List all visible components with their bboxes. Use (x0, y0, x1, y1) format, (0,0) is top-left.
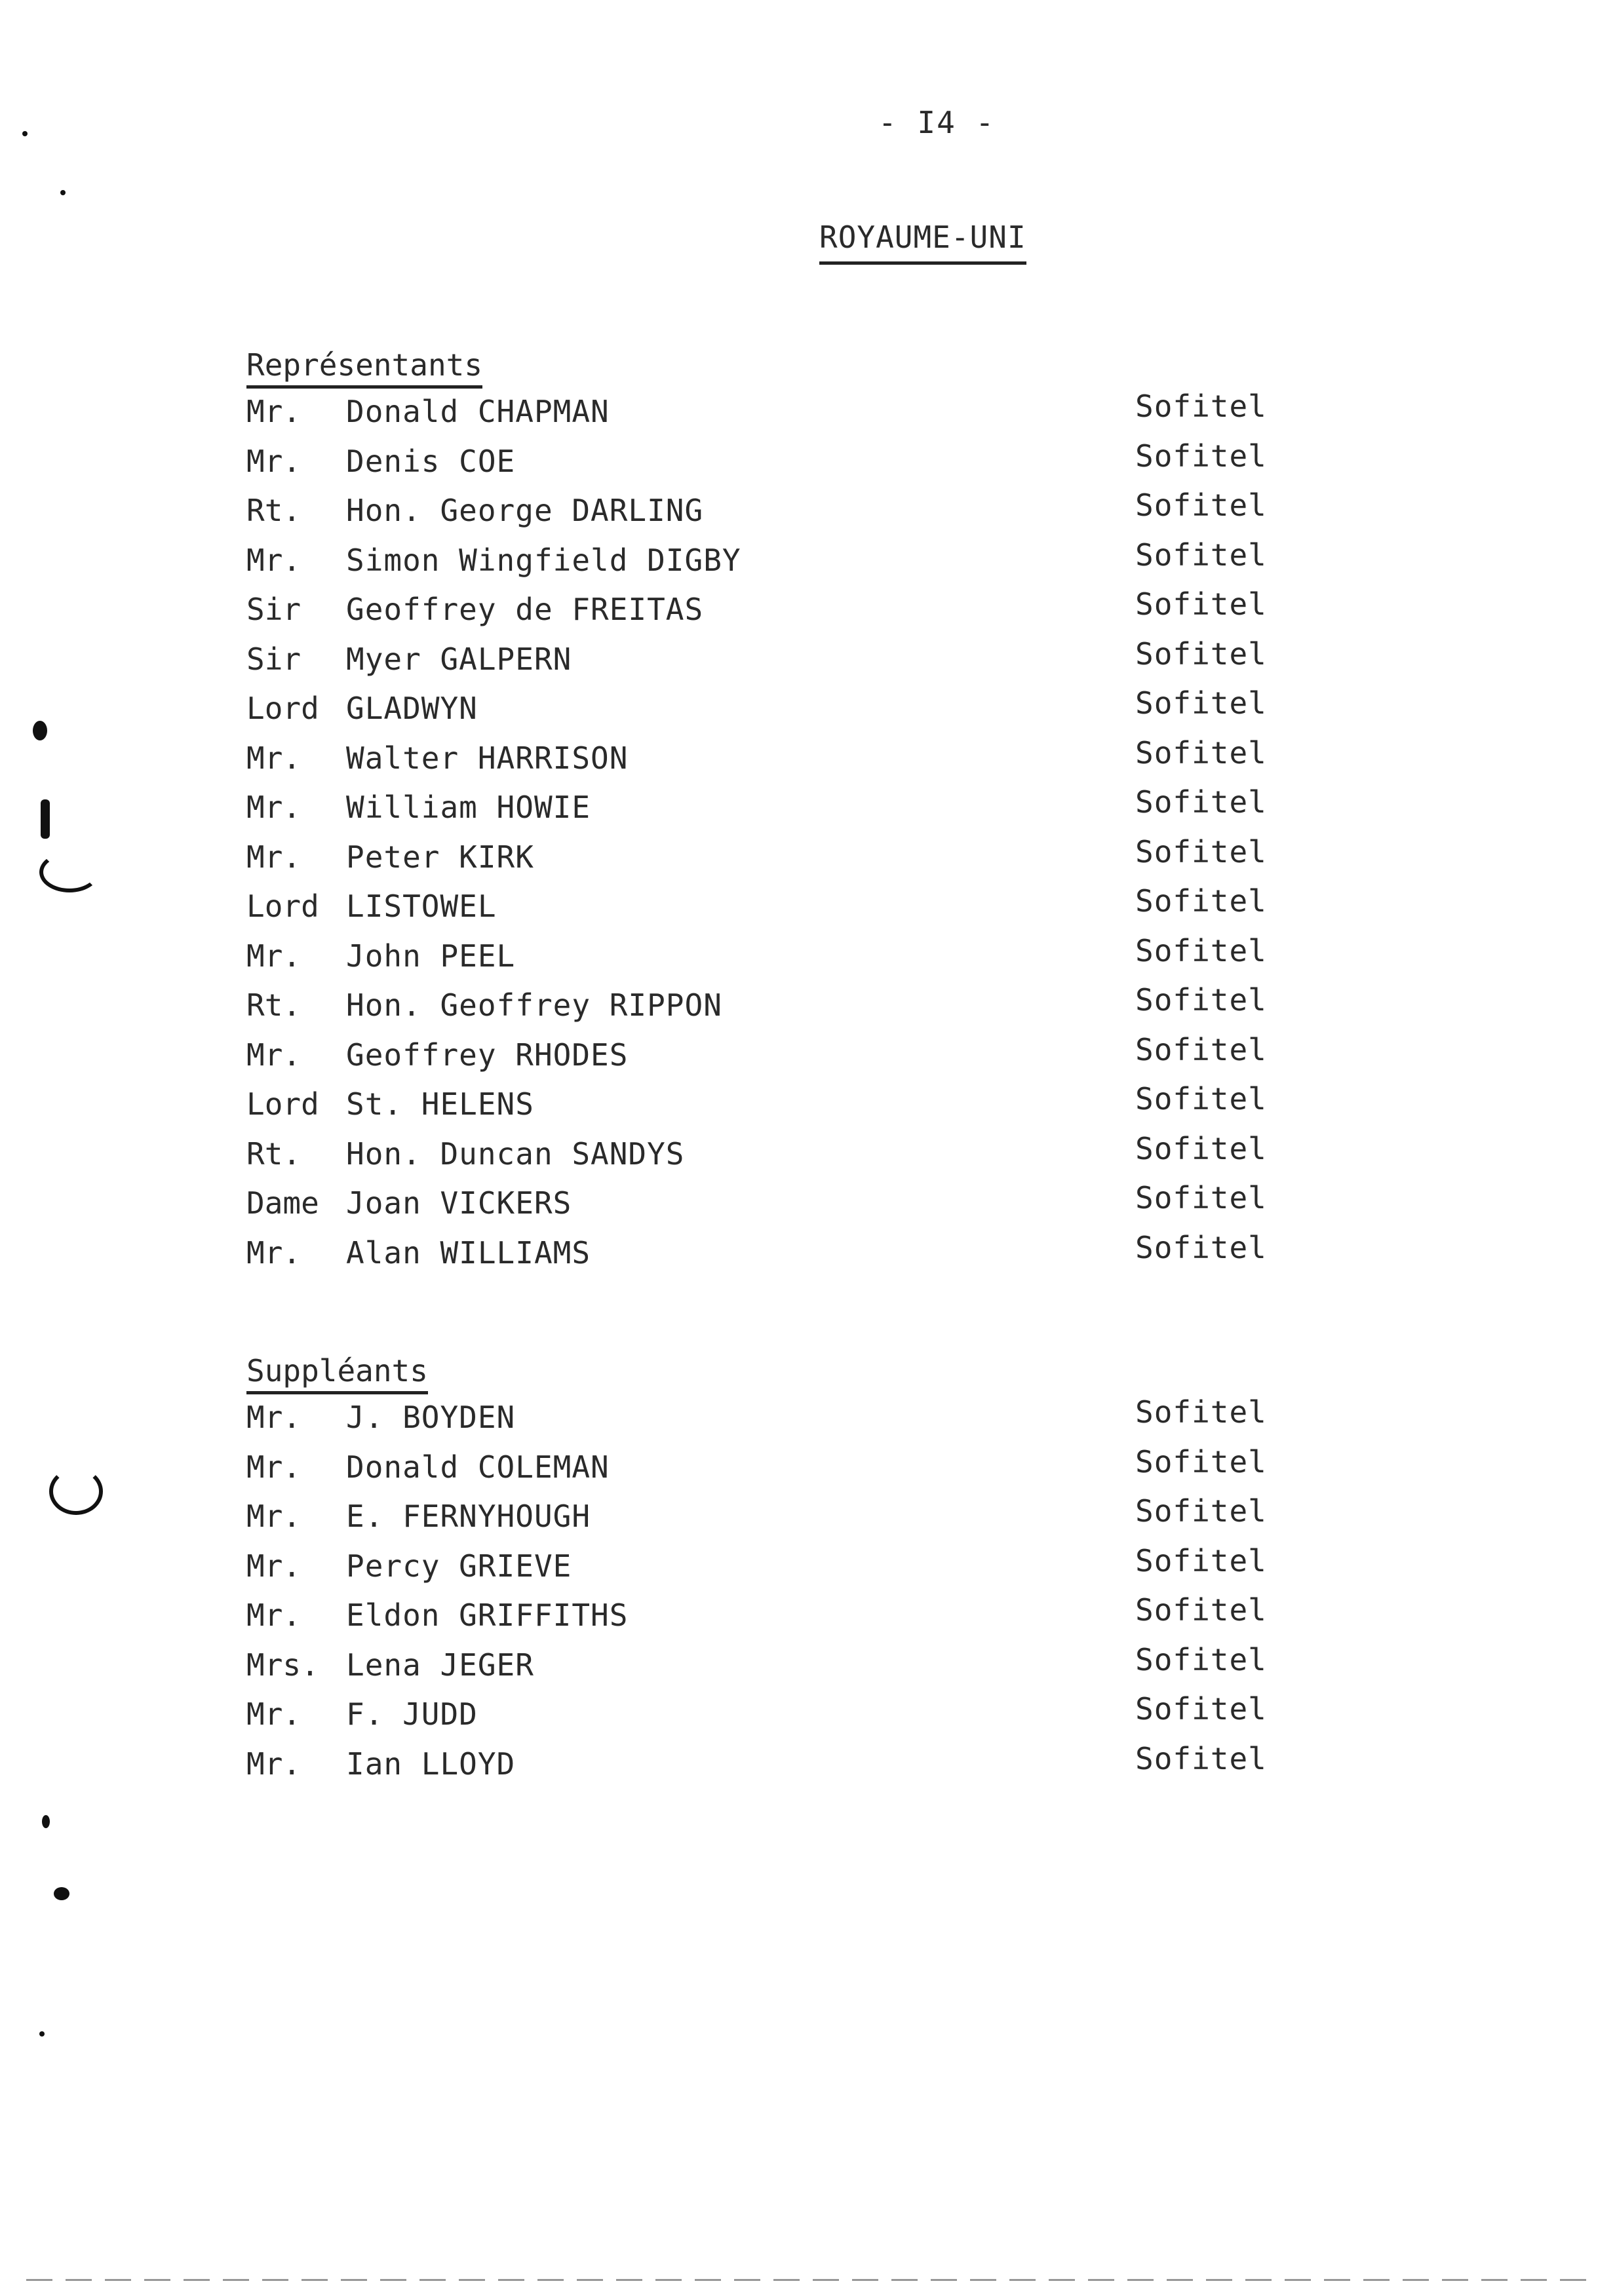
person-title: Mr. (246, 1598, 302, 1633)
hotel-name: Sofitel (1135, 389, 1267, 424)
person-title: Mr. (246, 1449, 302, 1485)
person-title: Rt. (246, 493, 302, 528)
hotel-name: Sofitel (1135, 982, 1267, 1018)
person-title: Mr. (246, 1548, 302, 1584)
person-title: Sir (246, 592, 302, 627)
hotel-name: Sofitel (1135, 636, 1267, 672)
person-title: Rt. (246, 987, 302, 1023)
list-row (246, 1740, 1374, 1796)
representatives-list (246, 389, 1374, 1284)
hotel-name: Sofitel (1135, 586, 1267, 622)
person-title: Mr. (246, 740, 302, 776)
person-title: Dame (246, 1185, 319, 1221)
person-title: Mr. (246, 1746, 302, 1782)
list-row (246, 685, 1374, 740)
list-row (246, 1130, 1374, 1186)
ink-mark (54, 1887, 69, 1900)
list-row (246, 488, 1374, 543)
person-title: Mr. (246, 394, 302, 429)
person-name: Denis COE (346, 443, 516, 479)
ink-mark (60, 190, 66, 195)
substitutes-section (246, 1353, 1374, 1795)
hotel-name: Sofitel (1135, 1740, 1267, 1776)
substitutes-heading: Suppléants (246, 1353, 428, 1394)
list-row (246, 1444, 1374, 1499)
list-row (246, 586, 1374, 641)
person-title: Sir (246, 641, 302, 677)
person-name: Joan VICKERS (346, 1185, 572, 1221)
hotel-name: Sofitel (1135, 1592, 1267, 1628)
list-row (246, 932, 1374, 988)
list-row (246, 1180, 1374, 1235)
hotel-name: Sofitel (1135, 735, 1267, 771)
person-name: St. HELENS (346, 1086, 534, 1122)
ink-mark (39, 2031, 45, 2037)
hotel-name: Sofitel (1135, 1641, 1267, 1677)
ink-mark (39, 852, 100, 892)
person-title: Lord (246, 691, 319, 726)
hotel-name: Sofitel (1135, 932, 1267, 968)
country-heading: ROYAUME-UNI (819, 220, 1026, 265)
person-title: Mr. (246, 938, 302, 974)
scan-edge-line (26, 2279, 1599, 2281)
hotel-name: Sofitel (1135, 685, 1267, 721)
person-name: J. BOYDEN (346, 1400, 516, 1435)
page-number: - I4 - (878, 105, 996, 140)
person-title: Mr. (246, 839, 302, 875)
person-name: Donald COLEMAN (346, 1449, 610, 1485)
hotel-name: Sofitel (1135, 883, 1267, 919)
list-row (246, 1641, 1374, 1697)
ink-mark (22, 131, 28, 136)
hotel-name: Sofitel (1135, 833, 1267, 870)
hotel-name: Sofitel (1135, 784, 1267, 820)
hotel-name: Sofitel (1135, 1081, 1267, 1117)
person-title: Rt. (246, 1136, 302, 1172)
person-name: Geoffrey RHODES (346, 1037, 629, 1073)
person-name: Lena JEGER (346, 1647, 534, 1683)
person-name: Donald CHAPMAN (346, 394, 610, 429)
person-name: Myer GALPERN (346, 641, 572, 677)
list-row (246, 1592, 1374, 1647)
list-row (246, 1394, 1374, 1449)
person-name: Simon Wingfield DIGBY (346, 542, 741, 578)
hotel-name: Sofitel (1135, 1691, 1267, 1727)
list-row (246, 1229, 1374, 1285)
list-row (246, 982, 1374, 1037)
ink-mark (49, 1468, 103, 1515)
hotel-name: Sofitel (1135, 1130, 1267, 1166)
person-name: F. JUDD (346, 1696, 478, 1732)
list-row (246, 438, 1374, 493)
list-row (246, 833, 1374, 889)
hotel-name: Sofitel (1135, 1444, 1267, 1480)
person-name: William HOWIE (346, 790, 591, 825)
list-row (246, 389, 1374, 444)
person-name: Ian LLOYD (346, 1746, 516, 1782)
ink-mark (41, 799, 50, 839)
person-name: Percy GRIEVE (346, 1548, 572, 1584)
person-title: Lord (246, 889, 319, 924)
person-title: Mr. (246, 790, 302, 825)
person-title: Mr. (246, 1037, 302, 1073)
hotel-name: Sofitel (1135, 1542, 1267, 1578)
person-name: Hon. George DARLING (346, 493, 704, 528)
person-name: Walter HARRISON (346, 740, 629, 776)
list-row (246, 636, 1374, 691)
person-name: GLADWYN (346, 691, 478, 726)
person-title: Mr. (246, 1400, 302, 1435)
hotel-name: Sofitel (1135, 438, 1267, 474)
person-title: Mr. (246, 443, 302, 479)
person-title: Mr. (246, 1499, 302, 1534)
ink-mark (42, 1815, 50, 1828)
person-name: John PEEL (346, 938, 516, 974)
list-row (246, 537, 1374, 592)
ink-mark (33, 721, 47, 740)
hotel-name: Sofitel (1135, 1229, 1267, 1265)
person-name: Geoffrey de FREITAS (346, 592, 704, 627)
representatives-section (246, 347, 1374, 1284)
person-title: Lord (246, 1086, 319, 1122)
person-title: Mr. (246, 542, 302, 578)
list-row (246, 883, 1374, 938)
substitutes-list (246, 1394, 1374, 1795)
hotel-name: Sofitel (1135, 1493, 1267, 1529)
list-row (246, 784, 1374, 839)
list-row (246, 1493, 1374, 1548)
representatives-heading: Représentants (246, 347, 482, 389)
person-name: Peter KIRK (346, 839, 534, 875)
person-name: LISTOWEL (346, 889, 497, 924)
person-name: Hon. Geoffrey RIPPON (346, 987, 722, 1023)
hotel-name: Sofitel (1135, 1031, 1267, 1067)
hotel-name: Sofitel (1135, 1394, 1267, 1430)
list-row (246, 1691, 1374, 1746)
list-row (246, 1081, 1374, 1136)
person-title: Mrs. (246, 1647, 319, 1683)
person-name: E. FERNYHOUGH (346, 1499, 591, 1534)
list-row (246, 1031, 1374, 1087)
list-row (246, 735, 1374, 790)
person-name: Alan WILLIAMS (346, 1234, 591, 1271)
person-name: Hon. Duncan SANDYS (346, 1136, 685, 1172)
person-name: Eldon GRIFFITHS (346, 1598, 629, 1633)
person-title: Mr. (246, 1234, 302, 1271)
hotel-name: Sofitel (1135, 537, 1267, 573)
hotel-name: Sofitel (1135, 1180, 1267, 1215)
list-row (246, 1542, 1374, 1598)
person-title: Mr. (246, 1696, 302, 1732)
hotel-name: Sofitel (1135, 488, 1267, 523)
